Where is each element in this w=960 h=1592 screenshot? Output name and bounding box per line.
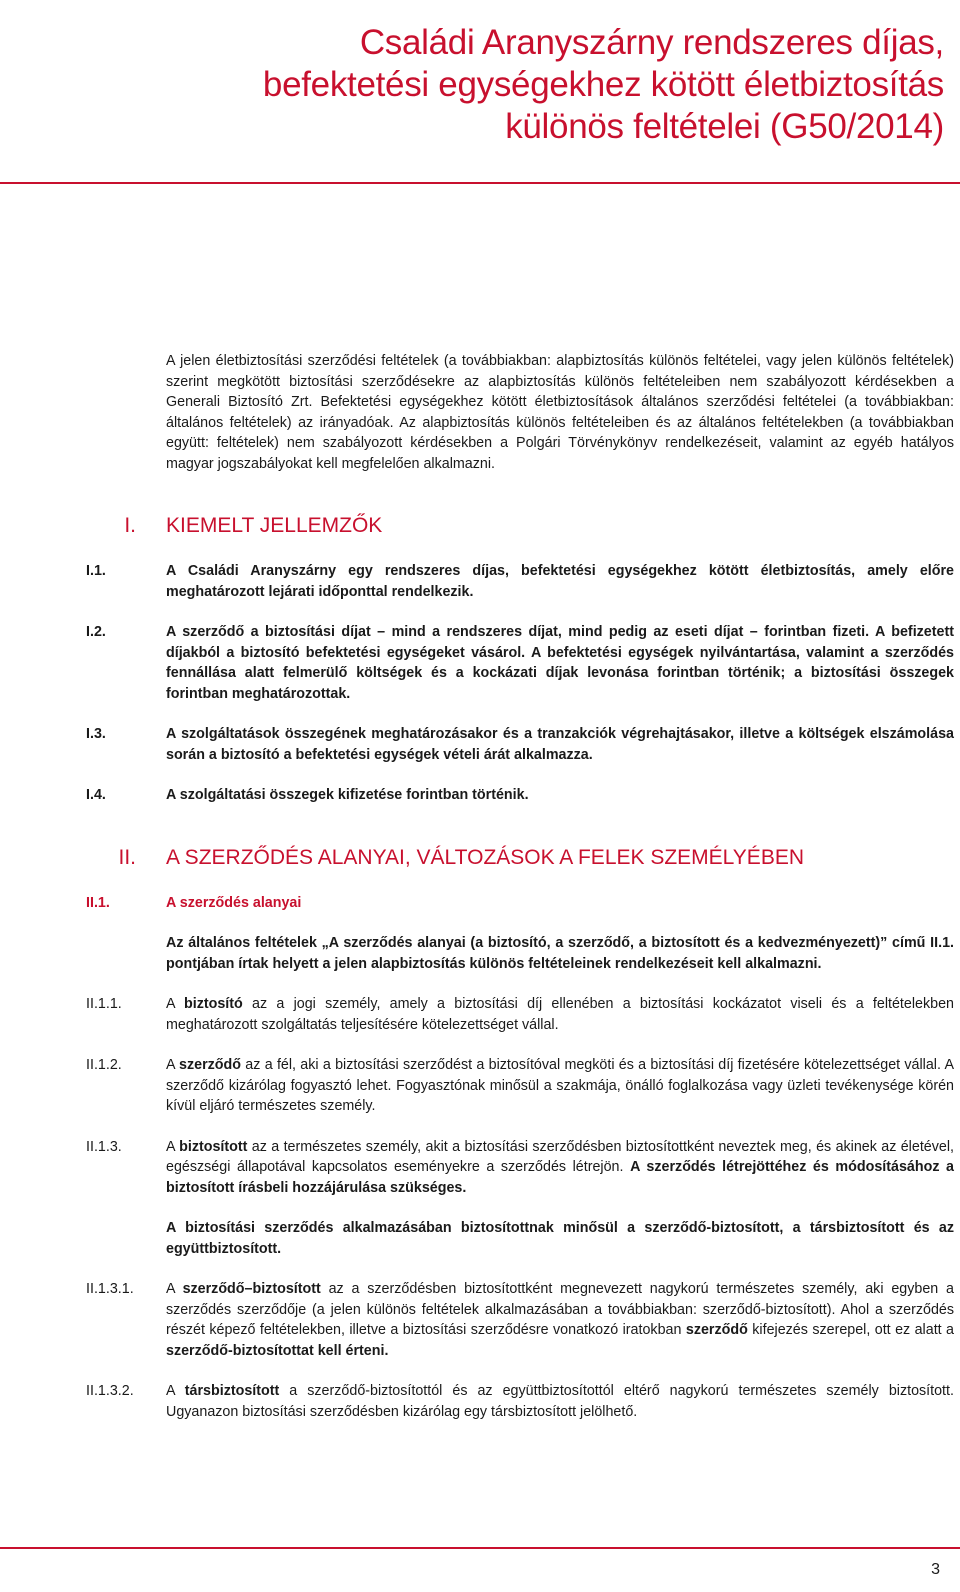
item-number: I.4. bbox=[86, 787, 106, 803]
subsection-number: II.1. bbox=[86, 894, 110, 911]
section-title: KIEMELT JELLEMZŐK bbox=[166, 514, 383, 537]
item-text: A Családi Aranyszárny egy rendszeres díjas, befektetési egységekhez kötött életbiztosítás, amely előre meghatározott lejárati időponttal rendelkezik. bbox=[166, 563, 954, 600]
item-number: II.1.3. bbox=[86, 1138, 122, 1155]
list-item bbox=[0, 1137, 960, 1199]
item-number: II.1.2. bbox=[86, 1057, 122, 1073]
section-1-heading bbox=[0, 514, 960, 537]
item-text: A biztosító az a jogi személy, amely a biztosítási díj ellenében a biztosítási kockázatot viseli és a feltételekben meghatározott szolgáltatás teljesítésére kötelezettséget vállal. bbox=[166, 996, 954, 1033]
bottom-divider bbox=[0, 1547, 960, 1549]
list-item bbox=[0, 994, 960, 1035]
top-divider bbox=[0, 182, 960, 184]
item-text: A szolgáltatási összegek kifizetése forintban történik. bbox=[166, 787, 529, 803]
item-text: A szerződő az a fél, aki a biztosítási szerződést a biztosítóval megköti és a biztosítási díj fizetésére kötelezettséget vállal. A szerződő kizárólag fogyasztó lehet. Fogyasztónak minősül a szakmája, önálló foglalkozása vagy üzleti tevékenysége körén kívül eljáró természetes személy. bbox=[166, 1057, 954, 1114]
subsection-title: A szerződés alanyai bbox=[166, 894, 302, 911]
item-number: I.2. bbox=[86, 624, 106, 640]
title-line-1: Családi Aranyszárny rendszeres díjas, bbox=[359, 23, 944, 62]
subsection-intro: Az általános feltételek „A szerződés alanyai (a biztosító, a szerződő, a biztosított és a kedvezményezett)” című II.1. pontjában írtak helyett a jelen alapbiztosítás különös feltételeinek rendelkezéseit kell alkalmazni. bbox=[166, 935, 954, 972]
item-number: I.1. bbox=[86, 563, 106, 579]
list-item bbox=[0, 622, 960, 704]
biztositott-note: A biztosítási szerződés alkalmazásában biztosítottnak minősül a szerződő-biztosított, a társbiztosított és az együttbiztosított. bbox=[166, 1220, 954, 1257]
item-text: A biztosított az a természetes személy, akit a biztosítási szerződésben biztosítottként neveztek meg, és akinek az életével, egészségi állapotával kapcsolatos eseményekre a szerződés létrejön. A szerződés létrejöttéhez és módosításához a biztosított írásbeli hozzájárulása szükséges. bbox=[166, 1138, 954, 1196]
item-text: A szerződő a biztosítási díjat – mind a rendszeres díjat, mind pedig az eseti díjat – forintban fizeti. A befizetett díjakból a biztosító befektetési egységeket vásárol. A befektetési egységek nyilvántartása, valamint a szerződés fennállása alatt felmerülő költségek és a kockázati díjak levonása forintban történik; a biztosítási összegek forintban meghatározottak. bbox=[166, 624, 954, 702]
list-item bbox=[0, 724, 960, 765]
list-item bbox=[0, 1381, 960, 1422]
document-body bbox=[0, 351, 960, 1442]
section-title: A SZERZŐDÉS ALANYAI, VÁLTOZÁSOK A FELEK SZEMÉLYÉBEN bbox=[166, 845, 804, 869]
item-number: I.3. bbox=[86, 726, 106, 742]
section-number: I. bbox=[124, 514, 136, 537]
list-item bbox=[0, 1055, 960, 1117]
item-text: A szerződő–biztosított az a szerződésben biztosítottként megnevezett nagykorú természetes személy, aki egyben a szerződés szerződője (a jelen különös feltételek alkalmazásában a továbbiakban: szerződő-biztosított). Ahol a szerződés részét képező feltételekben, illetve a biztosítási szerződésre vonatkozó iratokban szerződő kifejezés szerepel, ott ez alatt a szerződő-biztosítottat kell érteni. bbox=[166, 1281, 955, 1359]
list-item bbox=[0, 561, 960, 602]
document-title bbox=[124, 22, 944, 148]
section-2-heading bbox=[0, 845, 960, 869]
item-number: II.1.3.1. bbox=[86, 1281, 134, 1297]
item-text: A társbiztosított a szerződő-biztosítottól és az együttbiztosítottól eltérő nagykorú természetes személy biztosított. Ugyanazon biztosítási szerződésben kizárólag egy társbiztosított jelölhető. bbox=[166, 1383, 954, 1420]
section-number: II. bbox=[118, 845, 136, 869]
page-number: 3 bbox=[931, 1561, 940, 1578]
item-number: II.1.3.2. bbox=[86, 1383, 134, 1399]
title-line-2: befektetési egységekhez kötött életbiztosítás bbox=[262, 65, 944, 104]
item-number: II.1.1. bbox=[86, 996, 122, 1012]
intro-paragraph: A jelen életbiztosítási szerződési feltételek (a továbbiakban: alapbiztosítás különös feltételei, vagy jelen különös feltételek) szerint megkötött biztosítási szerződésekre az alapbiztosítás különös feltételeiben nem szabályozott kérdésekben a Generali Biztosító Zrt. Befektetési egységekhez kötött életbiztosítások általános szerződési feltételei (a továbbiakban: általános feltételek) az irányadóak. Az alapbiztosítás különös feltételeiben és az általános feltételekben (a továbbiakban együtt: feltételek) nem szabályozott kérdésekben a Polgári Törvénykönyv rendelkezéseit, valamint az egyéb hatályos magyar jogszabályokat kell megfelelően alkalmazni. bbox=[166, 353, 954, 472]
item-text: A szolgáltatások összegének meghatározásakor és a tranzakciók végrehajtásakor, illetve a költségek elszámolása során a biztosító a befektetési egységek vételi árát alkalmazza. bbox=[166, 726, 954, 763]
subsection-heading bbox=[0, 893, 960, 914]
title-line-3: különös feltételei (G50/2014) bbox=[505, 107, 944, 146]
list-item bbox=[0, 785, 960, 806]
list-item bbox=[0, 1279, 960, 1361]
